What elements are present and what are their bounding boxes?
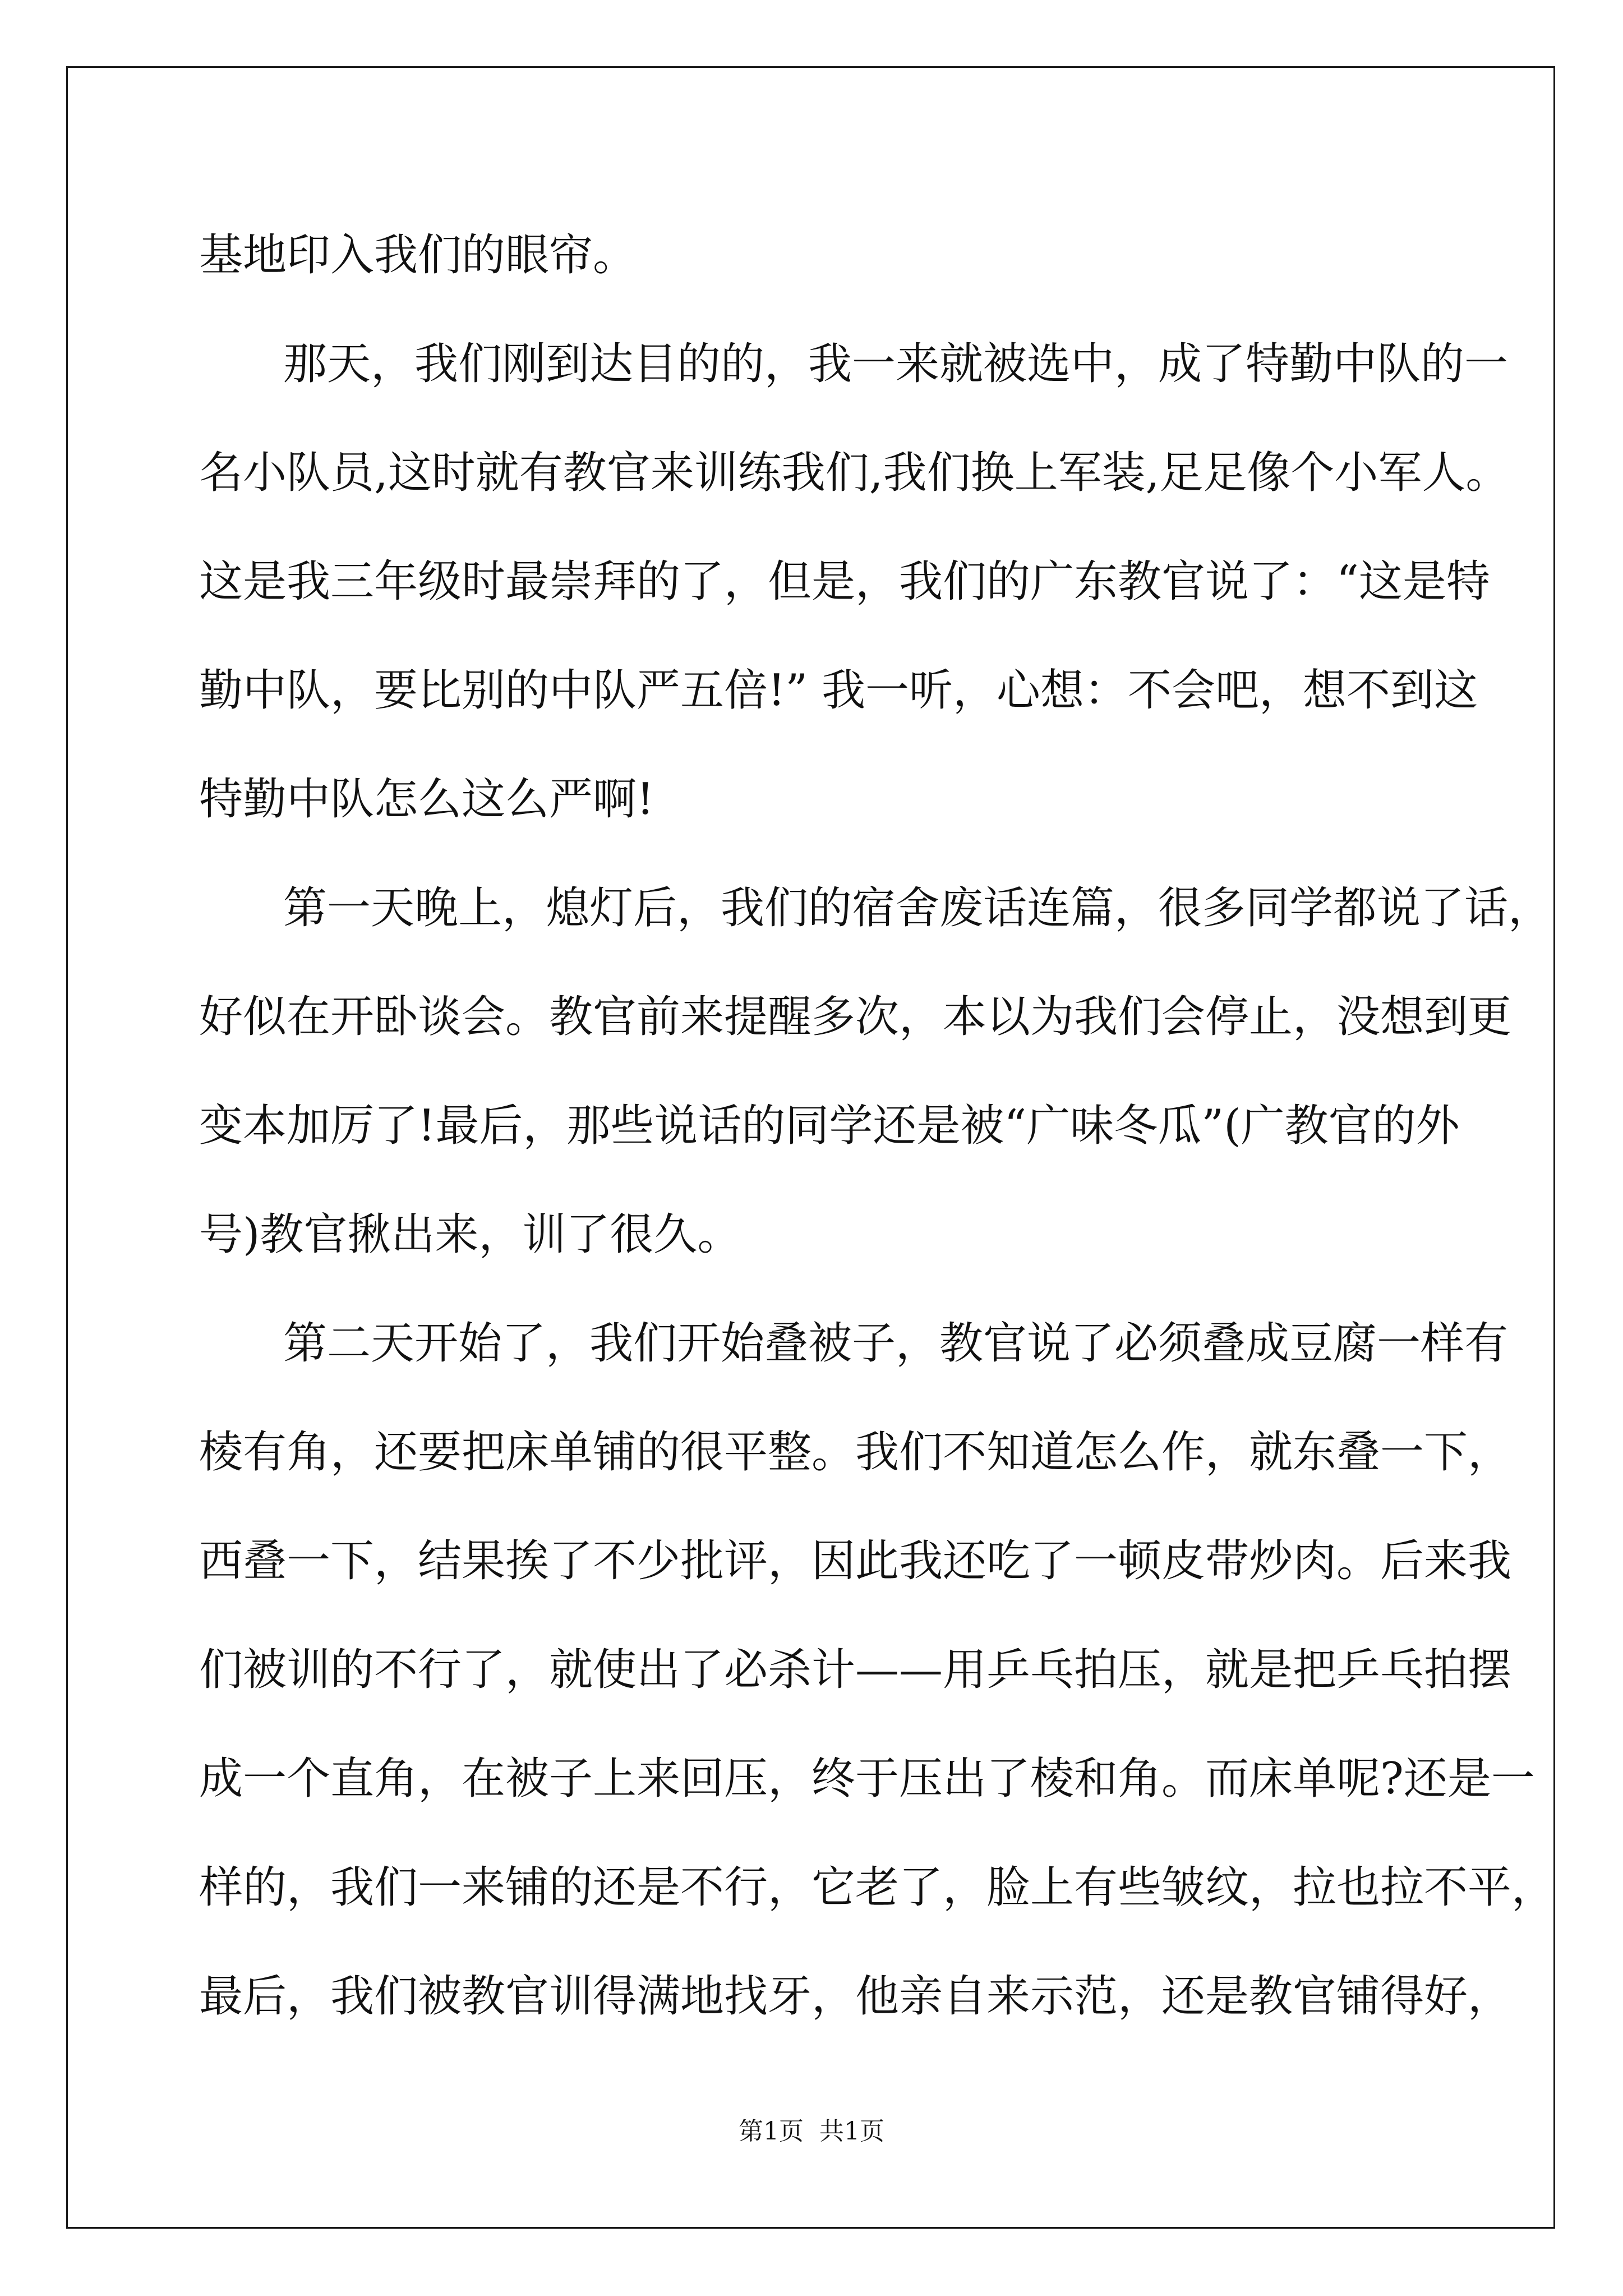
text-line: 号)教官揪出来，训了很久。 — [199, 1209, 741, 1260]
text-line: 第二天开始了，我们开始叠被子，教官说了必须叠成豆腐一样有 — [283, 1318, 1509, 1369]
text-line: 变本加厉了!最后，那些说话的同学还是被“广味冬瓜”(广教官的外 — [199, 1101, 1460, 1151]
text-line: 样的，我们一来铺的还是不行，它老了，脸上有些皱纹，拉也拉不平， — [199, 1862, 1556, 1913]
text-line: 特勤中队怎么这么严啊! — [199, 774, 654, 825]
text-line: 这是我三年级时最崇拜的了，但是，我们的广东教官说了：“这是特 — [199, 556, 1490, 607]
page-number: 第1页 — [739, 2117, 804, 2146]
text-line: 名小队员,这时就有教官来训练我们,我们换上军装,足足像个小军人。 — [199, 448, 1510, 498]
page-total: 共1页 — [819, 2117, 884, 2146]
page-footer — [0, 2115, 1623, 2148]
text-line: 勤中队，要比别的中队严五倍!” 我一听，心想：不会吧，想不到这 — [199, 665, 1478, 716]
text-line: 好似在开卧谈会。教官前来提醒多次，本以为我们会停止，没想到更 — [199, 992, 1512, 1042]
text-line: 棱有角，还要把床单铺的很平整。我们不知道怎么作，就东叠一下， — [199, 1427, 1512, 1478]
text-line: 基地印入我们的眼帘。 — [199, 230, 637, 280]
text-line: 们被训的不行了，就使出了必杀计——用乒乓拍压，就是把乒乓拍摆 — [199, 1645, 1512, 1695]
text-line: 成一个直角，在被子上来回压，终于压出了棱和角。而床单呢?还是一 — [199, 1754, 1535, 1804]
text-line: 第一天晚上，熄灯后，我们的宿舍废话连篇，很多同学都说了话， — [283, 883, 1552, 933]
text-line: 西叠一下，结果挨了不少批评，因此我还吃了一顿皮带炒肉。后来我 — [199, 1536, 1512, 1586]
text-line: 那天，我们刚到达目的的，我一来就被选中，成了特勤中队的一 — [283, 339, 1509, 389]
text-line: 最后，我们被教官训得满地找牙，他亲自来示范，还是教官铺得好， — [199, 1971, 1512, 2022]
